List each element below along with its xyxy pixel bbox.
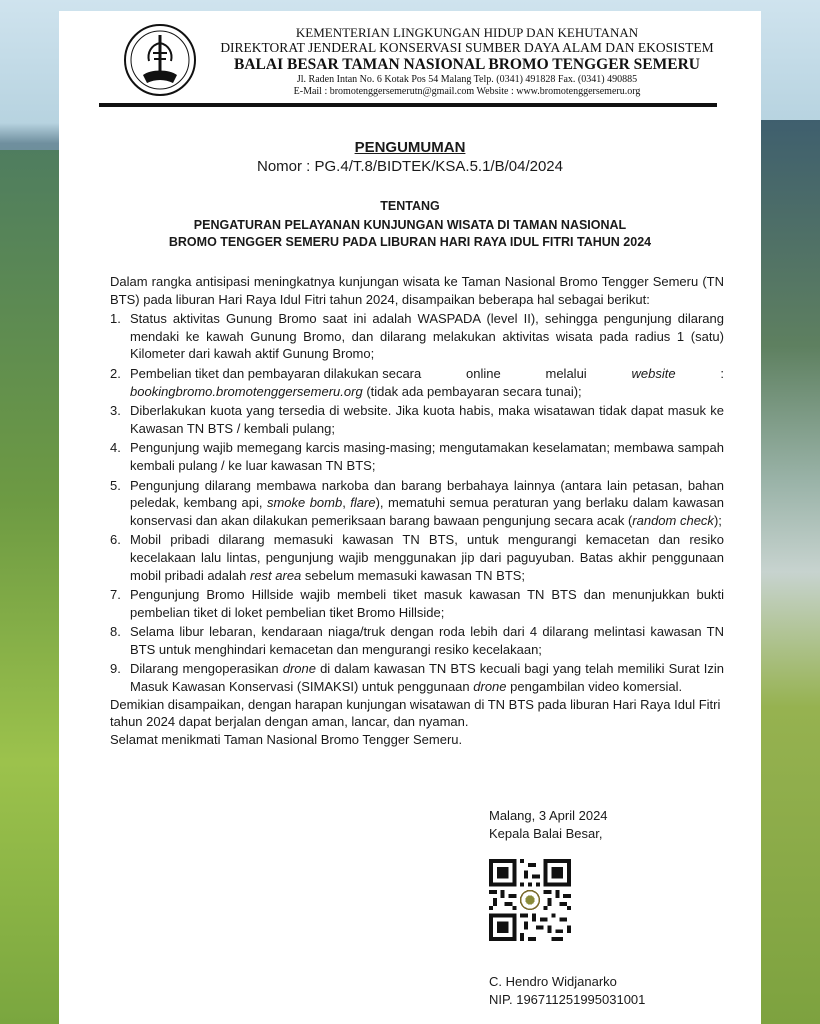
ministry-logo [123, 23, 197, 97]
letterhead-address: Jl. Raden Intan No. 6 Kotak Pos 54 Malang Telp. (0341) 491828 Fax. (0341) 490885 [296, 74, 638, 85]
signer-position: Kepala Balai Besar, [489, 826, 603, 841]
list-item-emphasis: rest area [249, 567, 302, 583]
list-item-text: ), mematuhi semua peraturan yang berlaku dalam kawasan konservasi dan akan dilakukan pemeriksaan barang bawaan pengunjung secara acak ( [130, 495, 724, 528]
list-item-number: 9. [110, 661, 121, 677]
letterhead-divider [99, 103, 717, 107]
letterhead [59, 11, 761, 111]
closing-greeting: Selamat menikmati Taman Nasional Bromo Tengger Semeru. [110, 731, 463, 747]
list-item-line [130, 365, 724, 383]
list-item [110, 365, 724, 400]
list-item-emphasis: random check [632, 512, 714, 528]
list-item-emphasis: drone [473, 679, 507, 695]
list-item-text: melalui [545, 365, 587, 381]
rules-list [110, 310, 724, 695]
announcement-number: Nomor : PG.4/T.8/BIDTEK/KSA.5.1/B/04/2024 [257, 158, 563, 175]
booking-website: bookingbromo.bromotenggersemeru.org [130, 383, 363, 399]
list-item-number: 2. [110, 365, 121, 381]
list-item-text: Pembelian tiket dan pembayaran dilakukan secara [130, 365, 422, 381]
announcement-document [59, 11, 761, 1024]
list-item-number: 8. [110, 624, 121, 640]
list-item-emphasis: smoke bomb [266, 495, 343, 511]
list-item-text: online [466, 365, 501, 381]
list-item-number: 7. [110, 587, 121, 603]
signer-nip: NIP. 196711251995031001 [489, 992, 646, 1007]
list-item [110, 477, 724, 530]
list-item [110, 531, 724, 584]
list-item-text: Selama libur lebaran, kendaraan niaga/truk dengan roda lebih dari 4 dilarang melintasi kawasan TN BTS untuk menghindari kemacetan dan mengurangi resiko kecelakaan; [130, 624, 724, 657]
list-item-text: , [342, 495, 346, 511]
list-item-text: (tidak ada pembayaran secara tunai); [366, 383, 582, 399]
list-item-text: Pengunjung wajib memegang karcis masing-masing; mengutamakan keselamatan; membawa sampah kembali pulang / ke luar kawasan TN BTS; [130, 440, 724, 473]
list-item-text: pengambilan video komersial. [510, 679, 683, 695]
signature-qr-code [489, 859, 571, 941]
subject-line-1: PENGATURAN PELAYANAN KUNJUNGAN WISATA DI TAMAN NASIONAL [193, 218, 627, 232]
list-item-emphasis: website [631, 365, 676, 381]
letterhead-contact: E-Mail : bromotenggersemerutn@gmail.com Website : www.bromotenggersemeru.org [293, 86, 641, 97]
list-item [110, 439, 724, 474]
list-item-emphasis: drone [282, 661, 316, 677]
list-item-emphasis: flare [350, 495, 376, 511]
letterhead-text [197, 25, 737, 98]
list-item [110, 310, 724, 363]
intro-paragraph: Dalam rangka antisipasi meningkatnya kunjungan wisata ke Taman Nasional Bromo Tengger Semeru (TN BTS) pada liburan Hari Raya Idul Fitri tahun 2024, disampaikan beberapa hal sebagai berikut: [110, 274, 724, 307]
subject-block [59, 197, 761, 251]
list-item [110, 402, 724, 437]
closing [110, 696, 724, 749]
letterhead-office: BALAI BESAR TAMAN NASIONAL BROMO TENGGER SEMERU [234, 56, 700, 73]
list-item-text: di dalam kawasan TN BTS kecuali bagi yang telah memiliki Surat Izin Masuk Kawasan Konservasi (SIMAKSI) untuk penggunaan [130, 661, 724, 695]
list-item-number: 6. [110, 532, 121, 548]
list-item-text: Mobil pribadi dilarang memasuki kawasan TN BTS, untuk mengurangi kemacetan dan resiko kecelakaan lalu lintas, pengunjung wajib menggunakan jip dari paguyuban. Batas akhir penggunaan mobil pribadi adalah [130, 532, 724, 583]
list-item-number: 3. [110, 403, 121, 419]
signature-header [489, 807, 729, 843]
body-text [110, 273, 724, 748]
list-item-text: ); [713, 512, 722, 528]
list-item-text: Pengunjung dilarang membawa narkoba dan barang berbahaya lainnya (antara lain petasan, bahan peledak, kembang api, [130, 477, 724, 511]
closing-paragraph: Demikian disampaikan, dengan harapan kunjungan wisatawan di TN BTS pada liburan Hari Raya Idul Fitri tahun 2024 dapat berjalan dengan aman, lancar, dan nyaman. [110, 696, 721, 730]
list-item-text: Status aktivitas Gunung Bromo saat ini adalah WASPADA (level II), sehingga pengunjung dilarang mendaki ke kawah Gunung Bromo, dan dilarang melakukan aktivitas wisata pada radius 1 (satu) Kilometer dari kawah aktif Gunung Bromo; [130, 311, 724, 362]
signer-name: C. Hendro Widjanarko [489, 974, 617, 989]
list-item-text: : [720, 365, 724, 381]
subject-label: TENTANG [380, 199, 440, 213]
list-item-text: Diberlakukan kuota yang tersedia di website. Jika kuota habis, maka wisatawan tidak dapat masuk ke Kawasan TN BTS / kembali pulang; [130, 403, 724, 436]
list-item-number: 1. [110, 311, 121, 327]
letterhead-ministry: KEMENTERIAN LINGKUNGAN HIDUP DAN KEHUTANAN [295, 25, 639, 40]
list-item-number: 5. [110, 477, 121, 493]
place-date: Malang, 3 April 2024 [489, 808, 608, 823]
list-item [110, 660, 724, 695]
list-item-number: 4. [110, 440, 121, 456]
list-item [110, 586, 724, 621]
title-block [59, 139, 761, 176]
list-item-text: Dilarang mengoperasikan [130, 661, 279, 677]
letterhead-directorate: DIREKTORAT JENDERAL KONSERVASI SUMBER DAYA ALAM DAN EKOSISTEM [220, 40, 714, 55]
subject-line-2: BROMO TENGGER SEMERU PADA LIBURAN HARI RAYA IDUL FITRI TAHUN 2024 [168, 235, 652, 249]
signer-block [489, 973, 749, 1009]
list-item-text: Pengunjung Bromo Hillside wajib membeli tiket masuk kawasan TN BTS dan menunjukkan bukti pembelian tiket di loket pembelian tiket Bromo Hillside; [130, 587, 724, 620]
announcement-title: PENGUMUMAN [354, 139, 466, 156]
list-item [110, 623, 724, 658]
list-item-text: sebelum memasuki kawasan TN BTS; [304, 567, 526, 583]
